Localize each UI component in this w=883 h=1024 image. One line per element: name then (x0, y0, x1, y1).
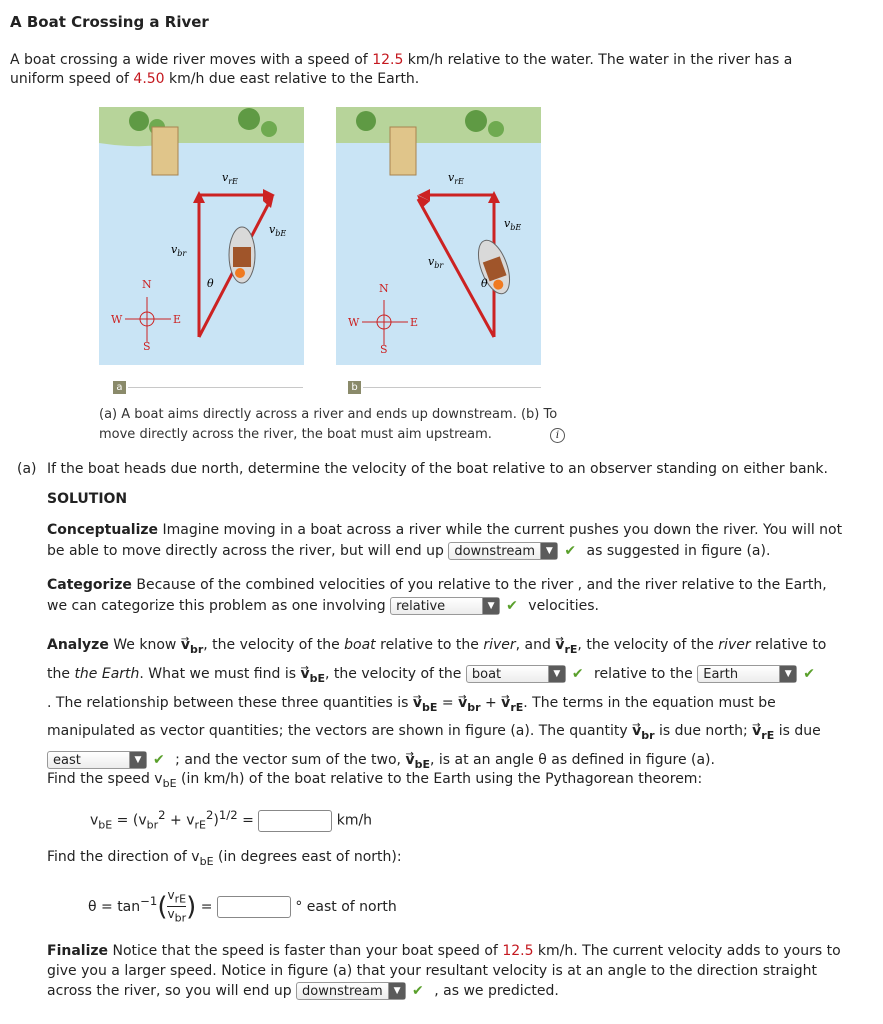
vector-vbr: → $v_{br}$ (632, 723, 654, 739)
finalize-paragraph (47, 941, 877, 1001)
analyze-text: . The terms in the equation must be (523, 694, 776, 711)
analyze-text: boat (344, 637, 376, 653)
analyze-paragraph: Analyze We know → $v_{br}$, the velocity of the boat relative to the river, and → $v_{rE}$, the velocity of the river relative to the the Earth. What we must find is → $v_{bE}$, the velocity of the boat ▼ ✔ relative to the Earth ▼ ✔ . The relationship between these three quantities is → $v_{bE}$ = → $v_{br}$ + → $v_{rE}$. The terms in the equation must be manipulated as vector quantities; the vectors are shown in figure (a). The quantity → $v_{br}$ is due north; → $v_{rE}$ is due east ▼ ✔ ; and the vector sum of the two, → $v_{bE}$, is at an angle θ as defined in figure (a). (47, 633, 883, 777)
svg-text:N: N (379, 282, 389, 295)
conceptualize-paragraph (47, 520, 877, 562)
find-dir-label: Find the direction of v (47, 849, 200, 865)
find-speed-text (47, 771, 702, 790)
check-icon: ✔ (564, 543, 577, 559)
finalize-speed-value: 12.5 (502, 943, 534, 959)
categorize-heading: Categorize (47, 577, 132, 593)
analyze-text: relative to the (589, 665, 698, 682)
find-speed-tail: (in km/h) of the boat relative to the Earth using the Pythagorean theorem: (176, 771, 703, 787)
label-vre-b: $v_{rE}$ (448, 171, 464, 186)
label-vbe-b: $v_{bE}$ (504, 217, 522, 232)
analyze-text: , and (515, 637, 556, 653)
chevron-down-icon: ▼ (129, 752, 146, 768)
theta-eq-symbol: θ = tan (88, 898, 141, 915)
intro-text-3: uniform speed of (10, 71, 134, 87)
svg-text:S: S (380, 343, 388, 356)
divider (363, 387, 541, 388)
label-theta-b: θ (481, 277, 488, 290)
chevron-down-icon: ▼ (540, 543, 557, 559)
intro-text-2: km/h relative to the water. The water in the river has a (403, 52, 793, 68)
find-speed-sub: bE (162, 776, 177, 790)
analyze-text: river (718, 637, 751, 653)
caption-line-2: move directly across the river, the boat must aim upstream. (99, 427, 492, 442)
relative-select[interactable] (390, 597, 500, 615)
analyze-text: manipulated as vector quantities; the vectors are shown in figure (a). The quantity (47, 723, 633, 740)
analyze-text: relative to the (375, 637, 484, 653)
svg-text:E: E (173, 313, 182, 326)
categorize-text-3: velocities. (523, 598, 599, 614)
vector-vre: → $v_{rE}$ (752, 723, 774, 739)
analyze-text: . The relationship between these three quantities is (47, 694, 413, 711)
divider (128, 387, 303, 388)
earth-select[interactable] (697, 665, 797, 683)
east-select-value: east (53, 753, 81, 769)
angle-input[interactable] (217, 896, 291, 918)
relative-select-value: relative (396, 599, 446, 614)
conceptualize-heading: Conceptualize (47, 522, 159, 538)
categorize-text-1: Because of the combined velocities of you relative to the river , and the river relative to the Earth, (131, 577, 827, 593)
figure-label-b: b (348, 381, 361, 394)
speed-equation: $v_{bE} = (v_{br}^2 + v_{rE}^2)^{1/2} = km/h$ (90, 808, 373, 832)
intro-text-1: A boat crossing a wide river moves with a speed of (10, 52, 373, 68)
vector-vre: → $v_{rE}$ (501, 695, 523, 711)
finalize-text: Notice that the speed is faster than your boat speed of (108, 943, 503, 959)
check-icon: ✔ (506, 598, 518, 614)
intro-text (10, 51, 870, 89)
finalize-heading: Finalize (47, 943, 109, 959)
solution-heading: SOLUTION (47, 491, 128, 507)
analyze-text: . What we must find is (139, 665, 301, 682)
info-icon[interactable]: i (550, 428, 565, 443)
check-icon: ✔ (412, 983, 424, 999)
boat-select-value: boat (471, 666, 502, 682)
analyze-text: is due north; (654, 723, 753, 740)
svg-text:E: E (410, 316, 419, 329)
chevron-down-icon: ▼ (779, 666, 796, 682)
downstream-select-value: downstream (454, 544, 535, 559)
label-vbr-a: $v_{br}$ (171, 243, 187, 258)
chevron-down-icon: ▼ (482, 598, 499, 614)
analyze-heading: Analyze (47, 637, 109, 653)
analyze-text: the (47, 665, 75, 682)
figure-b-drawing (336, 107, 541, 365)
find-dir-tail: (in degrees east of north): (213, 849, 402, 865)
check-icon: ✔ (153, 752, 165, 769)
intro-text-4: km/h due east relative to the Earth. (164, 71, 420, 87)
label-vre-a: $v_{rE}$ (222, 171, 238, 186)
analyze-text: the Earth (74, 665, 140, 682)
chevron-down-icon: ▼ (388, 983, 405, 999)
vector-vbe: → $v_{bE}$ (405, 752, 430, 768)
direction-equation: $\theta = \tan^{-1}$( $v_{rE}$ $v_{br}$ ) = ° east of north (88, 888, 397, 925)
vector-vbr: → $v_{br}$ (181, 637, 203, 653)
vector-vre: → $v_{rE}$ (555, 637, 577, 653)
speed-unit: km/h (336, 812, 373, 829)
analyze-text: relative to (750, 637, 827, 653)
label-vbe-a: $v_{bE}$ (269, 223, 287, 238)
analyze-text: We know (108, 637, 181, 653)
vector-vbe: → $v_{bE}$ (413, 695, 438, 711)
river-speed-value: 4.50 (133, 71, 165, 87)
boat-speed-value: 12.5 (372, 52, 404, 68)
check-icon: ✔ (803, 665, 815, 682)
figure-a (99, 107, 304, 365)
analyze-text: river (483, 637, 516, 653)
finalize-text: km/h. The current velocity adds to yours to (533, 943, 841, 959)
angle-unit: ° east of north (295, 898, 397, 915)
find-direction-text: Find the direction of $v_{bE}$ (in degrees east of north): (47, 849, 402, 868)
page-title: A Boat Crossing a River (10, 13, 209, 31)
east-select[interactable] (47, 751, 147, 769)
downstream-select[interactable] (448, 542, 558, 560)
boat-select[interactable] (466, 665, 566, 683)
find-speed-label: Find the speed v (47, 771, 163, 787)
speed-eq-symbol: v (90, 812, 99, 829)
analyze-text: the velocity of the (329, 665, 466, 682)
speed-input[interactable] (258, 810, 332, 832)
analyze-text: the velocity of the (207, 637, 345, 653)
analyze-text: is at an angle θ as defined in figure (a). (434, 752, 715, 769)
check-icon: ✔ (571, 665, 584, 682)
earth-select-value: Earth (703, 666, 739, 682)
finalize-text: give you a larger speed. Notice in figure (a) that your resultant velocity is at an angle to the direction straight (47, 963, 817, 979)
finalize-text: , as we predicted. (429, 983, 559, 999)
figure-caption (99, 405, 557, 445)
categorize-text-2: we can categorize this problem as one involving (47, 598, 391, 614)
chevron-down-icon: ▼ (548, 666, 565, 682)
svg-text:W: W (111, 313, 123, 326)
label-vbr-b: $v_{br}$ (428, 255, 444, 270)
figure-a-drawing (99, 107, 304, 365)
conceptualize-text-2: be able to move directly across the river, but will end up (47, 543, 449, 559)
part-a-question: If the boat heads due north, determine the velocity of the boat relative to an observer standing on either bank. (47, 461, 828, 477)
svg-text:W: W (348, 316, 360, 329)
downstream-select-final[interactable] (296, 982, 406, 1000)
label-theta-a: θ (207, 277, 214, 290)
analyze-text: is due (774, 723, 821, 740)
conceptualize-text-1: Imagine moving in a boat across a river while the current pushes you down the river. You will not (158, 522, 843, 538)
figure-label-a: a (113, 381, 126, 394)
vector-vbr: → $v_{br}$ (458, 695, 480, 711)
downstream-final-value: downstream (302, 984, 383, 999)
vector-vbe: → $v_{bE}$ (300, 666, 325, 682)
figure-b (336, 107, 541, 365)
caption-line-1: (a) A boat aims directly across a river and ends up downstream. (b) To (99, 407, 558, 422)
svg-text:N: N (142, 278, 152, 291)
analyze-text: the velocity of the (581, 637, 719, 653)
svg-text:S: S (143, 340, 151, 353)
analyze-text: ; and the vector sum of the two, (170, 752, 406, 769)
conceptualize-text-3: as suggested in figure (a). (582, 543, 771, 559)
part-a-marker: (a) (17, 461, 37, 477)
finalize-text: across the river, so you will end up (47, 983, 297, 999)
categorize-paragraph (47, 575, 877, 617)
